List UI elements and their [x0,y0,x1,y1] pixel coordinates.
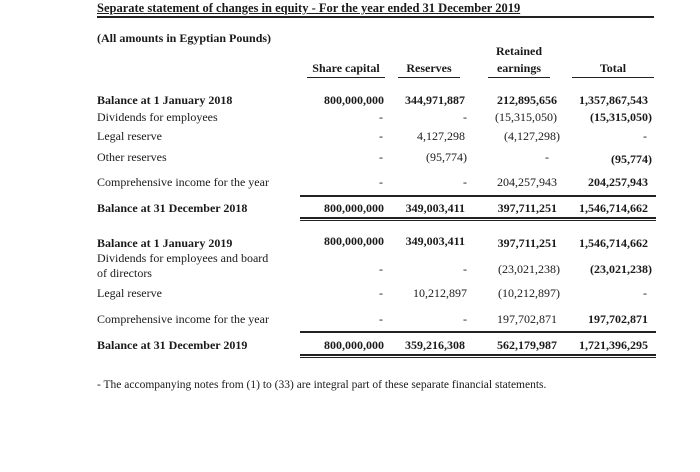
subtotal-rule [300,331,656,333]
row-label: Legal reserve [97,129,162,143]
row-label: Comprehensive income for the year [97,312,269,326]
cell-share-capital: 800,000,000 [324,93,384,107]
cell-retained: 562,179,987 [497,338,557,352]
header-retained-line1: Retained [496,44,542,58]
row-label: Balance at 31 December 2019 [97,338,248,352]
cell-retained: (4,127,298) [504,129,560,143]
cell-share-capital: - [379,175,383,189]
row-label: Balance at 1 January 2018 [97,93,233,107]
cell-share-capital: - [379,150,383,164]
cell-share-capital: 800,000,000 [324,201,384,215]
cell-reserves: - [463,110,467,124]
cell-retained: 212,895,656 [497,93,557,107]
cell-reserves: 349,003,411 [405,234,465,248]
cell-total: (23,021,238) [590,262,652,276]
cell-reserves: - [463,312,467,326]
cell-share-capital: - [379,286,383,300]
cell-reserves: 4,127,298 [417,129,465,143]
total-rule-top [300,354,656,356]
row-label: Other reserves [97,150,167,164]
cell-total: 197,702,871 [588,312,648,326]
cell-retained: 204,257,943 [497,175,557,189]
total-rule-bottom [300,220,656,221]
cell-reserves: - [463,262,467,276]
cell-share-capital: 800,000,000 [324,338,384,352]
row-label-continued: of directors [97,266,152,280]
cell-retained: (23,021,238) [498,262,560,276]
row-label: Dividends for employees [97,110,218,124]
cell-total: (15,315,050) [590,110,652,124]
header-reserves: Reserves [398,61,460,78]
cell-total: 1,721,396,295 [579,338,648,352]
cell-retained: (15,315,050) [495,110,557,124]
cell-total: 1,546,714,662 [579,236,648,250]
statement-title: Separate statement of changes in equity - For the year ended 31 December 2019 [97,1,521,15]
cell-share-capital: 800,000,000 [324,234,384,248]
cell-reserves: 344,971,887 [405,93,465,107]
cell-reserves: (95,774) [426,150,467,164]
cell-total: - [643,129,647,143]
cell-share-capital: - [379,262,383,276]
row-label: Legal reserve [97,286,162,300]
cell-retained: 397,711,251 [497,201,557,215]
cell-reserves: 359,216,308 [405,338,465,352]
cell-retained: - [545,150,549,164]
cell-share-capital: - [379,110,383,124]
cell-reserves: - [463,175,467,189]
row-label: Dividends for employees and board [97,251,269,265]
cell-retained: 397,711,251 [497,236,557,250]
subtotal-rule [300,195,656,197]
header-total: Total [572,61,654,78]
cell-share-capital: - [379,312,383,326]
total-rule-bottom [300,357,656,358]
cell-total: (95,774) [611,152,652,166]
cell-total: - [643,286,647,300]
cell-share-capital: - [379,129,383,143]
cell-retained: (10,212,897) [498,286,560,300]
header-retained-line2: earnings [488,61,550,78]
cell-reserves: 349,003,411 [405,201,465,215]
footnote: - The accompanying notes from (1) to (33) are integral part of these separate financial statements. [97,379,547,391]
row-label: Balance at 31 December 2018 [97,201,248,215]
cell-retained: 197,702,871 [497,312,557,326]
title-rule [97,16,654,18]
currency-note: (All amounts in Egyptian Pounds) [97,31,272,45]
cell-total: 1,546,714,662 [579,201,648,215]
header-share-capital: Share capital [307,61,385,78]
cell-reserves: 10,212,897 [413,286,467,300]
total-rule-top [300,217,656,219]
row-label: Comprehensive income for the year [97,175,269,189]
cell-total: 204,257,943 [588,175,648,189]
row-label: Balance at 1 January 2019 [97,236,233,250]
cell-total: 1,357,867,543 [579,93,648,107]
